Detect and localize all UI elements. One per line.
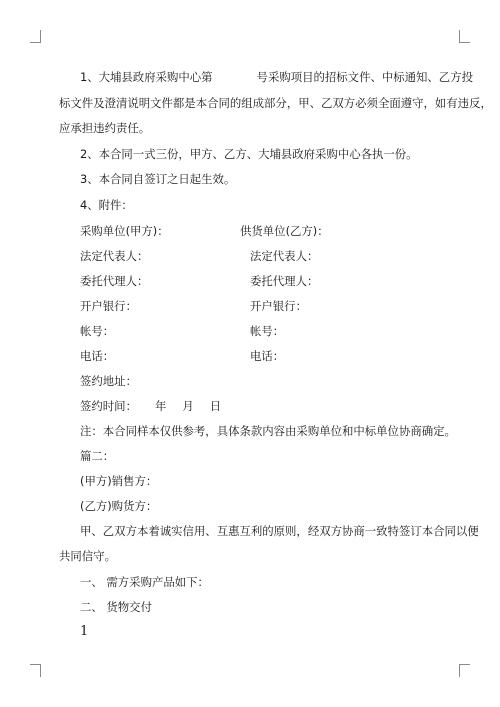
legal-rep-a: 法定代表人： [80,249,149,263]
account-a: 帐号： [80,324,115,338]
bank-b: 开户银行： [250,299,307,313]
phone-b: 电话： [250,349,285,363]
page-number: 1 [80,624,89,639]
agent-b: 委托代理人： [250,274,319,288]
note: 注：本合同样本仅供参考，具体条款内容由采购单位和中标单位协商确定。 [80,424,456,438]
part-2-item-2: 二、 货物交付 [80,600,152,614]
agent-a: 委托代理人： [80,274,149,288]
phone-a: 电话： [80,349,115,363]
clause-1-text-a: 1、大埔县政府采购中心第 [80,70,213,84]
part-2-intro-line-1: 甲、乙双方本着诚实信用、互惠互利的原则，经双方协商一致特签订本合同以便 [80,524,479,538]
sign-month: 月 [182,399,194,413]
crop-mark-top-left [30,30,41,43]
party-a-label: 采购单位(甲方)： [80,224,169,238]
legal-rep-b: 法定代表人： [250,249,319,263]
clause-1-line-3: 应承担违约责任。 [59,121,151,135]
sign-time [80,399,221,413]
part-2-buyer: (乙方)购货方： [80,499,158,513]
sign-time-label: 签约时间： [80,399,137,413]
crop-mark-top-right [459,30,470,43]
crop-mark-bottom-left [30,664,41,677]
clause-1-line-1 [80,70,473,84]
part-2-heading: 篇二： [80,449,115,463]
account-b: 帐号： [250,324,285,338]
clause-4: 4、附件： [80,198,133,212]
bank-a: 开户银行： [80,299,137,313]
sign-place: 签约地址： [80,374,137,388]
clause-1-text-b: 号采购项目的招标文件、中标通知、乙方投 [256,70,473,84]
sign-year: 年 [154,399,167,413]
party-b-label: 供货单位(乙方)： [240,224,329,238]
clause-2: 2、本合同一式三份，甲方、乙方、大埔县政府采购中心各执一份。 [80,147,418,161]
part-2-seller: (甲方)销售方： [80,474,158,488]
part-2-item-1: 一、 需方采购产品如下： [80,575,209,589]
clause-3: 3、本合同自签订之日起生效。 [80,172,236,186]
part-2-intro-line-2: 共同信守。 [59,549,116,563]
crop-mark-bottom-right [459,664,470,677]
sign-day: 日 [209,399,222,413]
clause-1-line-2: 标文件及澄清说明文件都是本合同的组成部分，甲、乙双方必须全面遵守，如有违反， [59,96,492,110]
